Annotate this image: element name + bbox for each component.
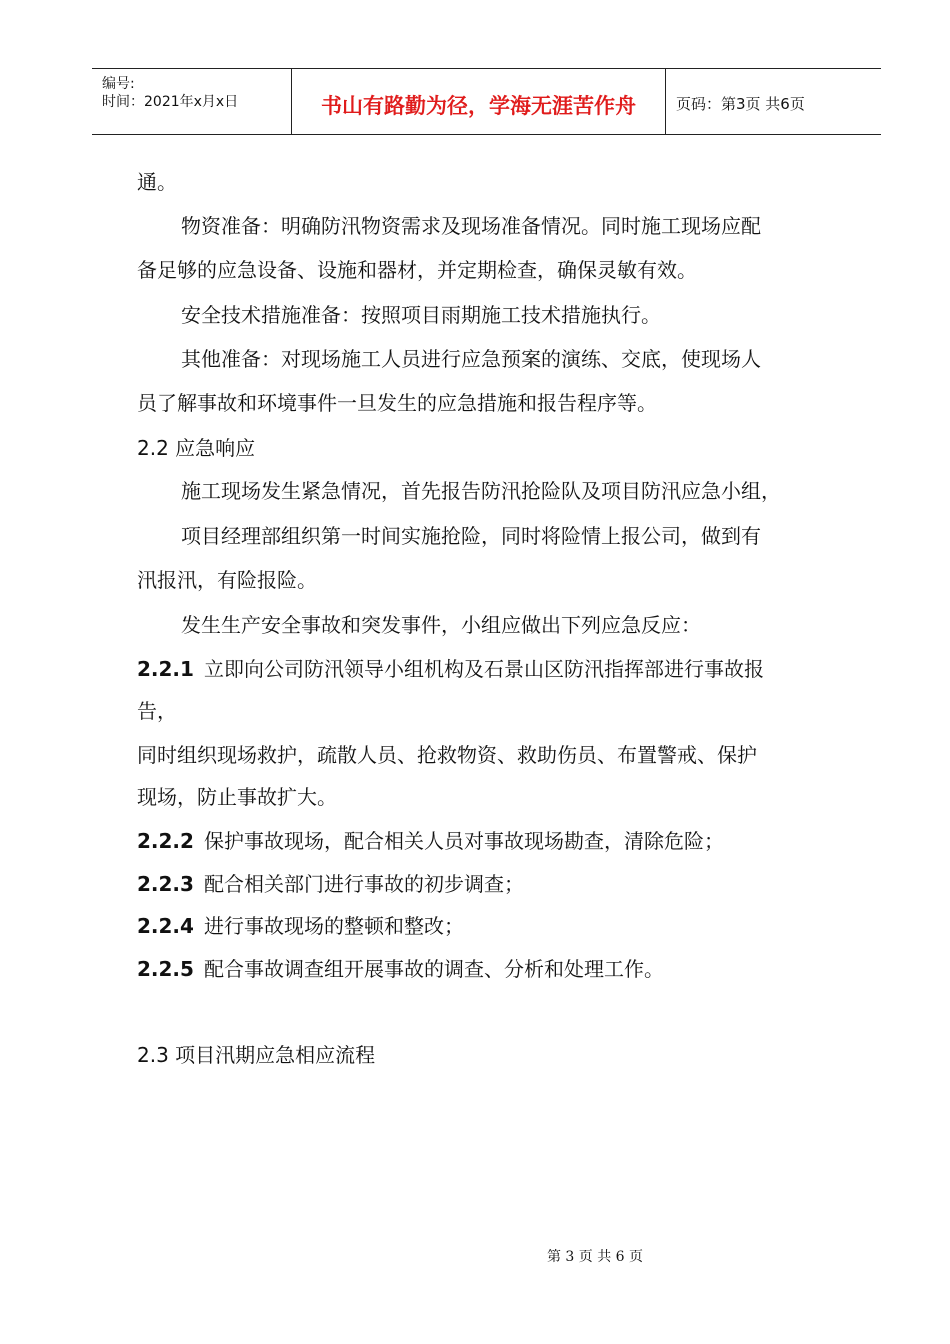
paragraph-continuation: 通。: [137, 170, 177, 194]
list-item-2-2-5: [137, 947, 837, 991]
paragraph-emergency-report: 施工现场发生紧急情况，首先报告防汛抢险队及项目防汛应急小组，: [181, 479, 781, 503]
document-number-label: 编号:: [102, 76, 135, 92]
header-page-code: 页码：第3页 共6页: [676, 95, 805, 113]
paragraph-rescue-actions-line2: 现场，防止事故扩大。: [137, 785, 337, 809]
list-text: 配合事故调查组开展事故的调查、分析和处理工作。: [203, 957, 664, 981]
list-number: 2.2.2: [137, 829, 194, 853]
paragraph-safety-measures: 安全技术措施准备：按照项目雨期施工技术措施执行。: [181, 303, 661, 327]
list-text: 保护事故现场，配合相关人员对事故现场勘查，清除危险；: [203, 829, 724, 853]
list-item-2-2-1: [137, 647, 837, 691]
list-item-2-2-1-continued: 告，: [137, 699, 177, 723]
list-number: 2.2.5: [137, 957, 194, 981]
paragraph-rescue-actions-line1: 同时组织现场救护，疏散人员、抢救物资、救助伤员、布置警戒、保护: [137, 743, 757, 767]
header-motto: 书山有路勤为径，学海无涯苦作舟: [321, 94, 636, 118]
list-item-2-2-2: [137, 819, 837, 863]
paragraph-rescue-line2: 汛报汛，有险报险。: [137, 568, 317, 592]
paragraph-materials-line1: 物资准备：明确防汛物资需求及现场准备情况。同时施工现场应配: [181, 214, 761, 238]
list-text: 配合相关部门进行事故的初步调查；: [203, 872, 524, 896]
paragraph-other-prep-line1: 其他准备：对现场施工人员进行应急预案的演练、交底，使现场人: [181, 347, 761, 371]
list-item-2-2-3: [137, 862, 837, 906]
paragraph-materials-line2: 备足够的应急设备、设施和器材，并定期检查，确保灵敏有效。: [137, 258, 697, 282]
section-heading-2-3: 2.3 项目汛期应急相应流程: [137, 1043, 376, 1067]
paragraph-rescue-line1: 项目经理部组织第一时间实施抢险，同时将险情上报公司，做到有: [181, 524, 761, 548]
list-text: 进行事故现场的整顿和整改；: [203, 914, 464, 938]
header-meta-cell: [92, 69, 292, 134]
list-item-2-2-4: [137, 904, 837, 948]
list-number: 2.2.3: [137, 872, 194, 896]
header-motto-cell: [292, 69, 666, 134]
page-footer: 第 3 页 共 6 页: [546, 1249, 644, 1265]
paragraph-response-intro: 发生生产安全事故和突发事件，小组应做出下列应急反应：: [181, 613, 701, 637]
list-text: 立即向公司防汛领导小组机构及石景山区防汛指挥部进行事故报: [203, 657, 764, 681]
document-time-label: 时间：2021年x月x日: [102, 94, 239, 110]
header-page-cell: [666, 69, 881, 134]
section-heading-2-2: 2.2 应急响应: [137, 436, 256, 460]
list-number: 2.2.1: [137, 657, 194, 681]
paragraph-other-prep-line2: 员了解事故和环境事件一旦发生的应急措施和报告程序等。: [137, 391, 657, 415]
page-header: [92, 68, 881, 135]
list-number: 2.2.4: [137, 914, 194, 938]
